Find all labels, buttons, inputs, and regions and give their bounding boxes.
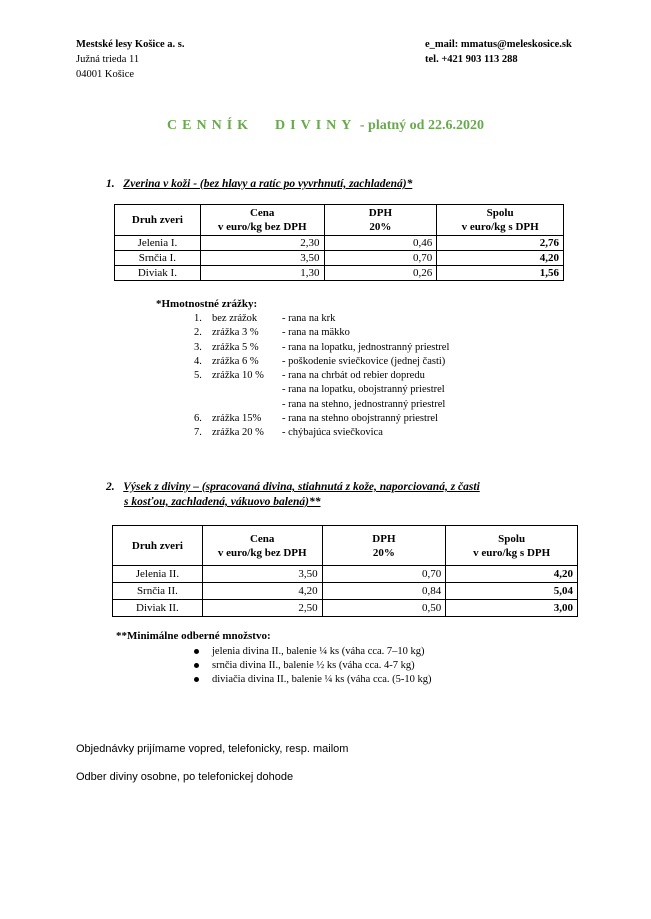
cell-species: Srnčia I.	[115, 251, 201, 266]
list-item: - rana na lopatku, obojstranný priestrel	[282, 384, 445, 396]
list-item: 4. zrážka 6 % - poškodenie sviečkovice (jednej časti)	[194, 355, 446, 367]
col-header-price: Cena v euro/kg bez DPH	[202, 526, 322, 566]
cell-price: 2,50	[202, 600, 322, 617]
page-title	[0, 118, 651, 134]
cell-total: 2,76	[437, 236, 564, 251]
section-2-title-line-2: s kosťou, zachladená, vákuovo balená)**	[124, 496, 321, 508]
cell-vat: 0,84	[322, 583, 446, 600]
minimum-title: **Minimálne odberné množstvo:	[116, 630, 271, 642]
cell-price: 4,20	[202, 583, 322, 600]
cell-total: 5,04	[446, 583, 578, 600]
section-2-heading	[106, 480, 480, 495]
deductions-list	[194, 312, 534, 441]
bullet-icon	[194, 663, 199, 668]
price-table-1	[114, 204, 564, 281]
table-row	[113, 583, 578, 600]
cell-total: 1,56	[437, 266, 564, 281]
cell-total: 4,20	[446, 566, 578, 583]
cell-vat: 0,70	[324, 251, 437, 266]
section-1-title: Zverina v koži - (bez hlavy a ratíc po vyvrhnutí, zachladená)*	[123, 178, 413, 190]
cell-species: Jelenia II.	[113, 566, 203, 583]
company-street: Južná trieda 11	[76, 54, 140, 65]
list-item: 1. bez zrážok - rana na krk	[194, 313, 336, 324]
cell-vat: 0,70	[322, 566, 446, 583]
cell-price: 1,30	[200, 266, 324, 281]
table-row	[115, 236, 564, 251]
cell-price: 3,50	[200, 251, 324, 266]
col-header-total: Spolu v euro/kg s DPH	[437, 205, 564, 236]
list-item: srnčia divina II., balenie ½ ks (váha cca. 4-7 kg)	[194, 659, 514, 673]
table-row	[115, 266, 564, 281]
cell-species: Jelenia I.	[115, 236, 201, 251]
title-valid-from: - platný od 22.6.2020	[359, 118, 484, 133]
cell-total: 4,20	[437, 251, 564, 266]
section-1-heading	[106, 177, 412, 192]
table-row	[115, 251, 564, 266]
cell-total: 3,00	[446, 600, 578, 617]
bullet-icon	[194, 677, 199, 682]
section-1-number: 1.	[106, 178, 115, 190]
list-item: 6. zrážka 15% - rana na stehno obojstranný priestrel	[194, 413, 438, 425]
company-name: Mestské lesy Košice a. s.	[76, 39, 185, 50]
col-header-species: Druh zveri	[113, 526, 203, 566]
col-header-species: Druh zveri	[115, 205, 201, 236]
col-header-vat: DPH 20%	[324, 205, 437, 236]
footer-orders-note: Objednávky prijímame vopred, telefonicky, resp. mailom	[76, 743, 349, 755]
title-word-1: CENNÍK	[167, 118, 254, 133]
list-item: 7. zrážka 20 % - chýbajúca sviečkovica	[194, 427, 383, 439]
table-header-row	[115, 205, 564, 236]
cell-species: Diviak II.	[113, 600, 203, 617]
contact-email: e_mail: mmatus@meleskosice.sk	[425, 39, 572, 50]
list-item: 2. zrážka 3 % - rana na mäkko	[194, 327, 350, 339]
cell-price: 2,30	[200, 236, 324, 251]
list-item: diviačia divina II., balenie ¼ ks (váha cca. (5-10 kg)	[194, 673, 514, 687]
col-header-price: Cena v euro/kg bez DPH	[200, 205, 324, 236]
table-row	[113, 566, 578, 583]
section-2-number: 2.	[106, 481, 115, 493]
deductions-title: *Hmotnostné zrážky:	[156, 298, 258, 310]
list-item: jelenia divina II., balenie ¼ ks (váha cca. 7–10 kg)	[194, 645, 514, 659]
cell-species: Diviak I.	[115, 266, 201, 281]
cell-vat: 0,46	[324, 236, 437, 251]
col-header-vat: DPH 20%	[322, 526, 446, 566]
table-row	[113, 600, 578, 617]
col-header-total: Spolu v euro/kg s DPH	[446, 526, 578, 566]
section-2-title-line-1: Výsek z diviny – (spracovaná divina, stiahnutá z kože, naporciovaná, z časti	[123, 481, 480, 493]
list-item: 5. zrážka 10 % - rana na chrbát od rebier dopredu	[194, 370, 425, 382]
cell-species: Srnčia II.	[113, 583, 203, 600]
cell-vat: 0,50	[322, 600, 446, 617]
section-2-heading-cont	[124, 495, 321, 510]
footer-pickup-note: Odber diviny osobne, po telefonickej dohode	[76, 771, 294, 783]
cell-price: 3,50	[202, 566, 322, 583]
list-item: - rana na stehno, jednostranný priestrel	[282, 398, 446, 410]
company-city: 04001 Košice	[76, 69, 135, 80]
table-header-row	[113, 526, 578, 566]
minimum-list	[194, 645, 514, 687]
bullet-icon	[194, 649, 199, 654]
list-item: 3. zrážka 5 % - rana na lopatku, jednostranný priestrel	[194, 341, 450, 353]
price-table-2	[112, 525, 578, 617]
title-word-2: DIVINY	[275, 118, 357, 133]
contact-phone: tel. +421 903 113 288	[425, 54, 518, 65]
cell-vat: 0,26	[324, 266, 437, 281]
